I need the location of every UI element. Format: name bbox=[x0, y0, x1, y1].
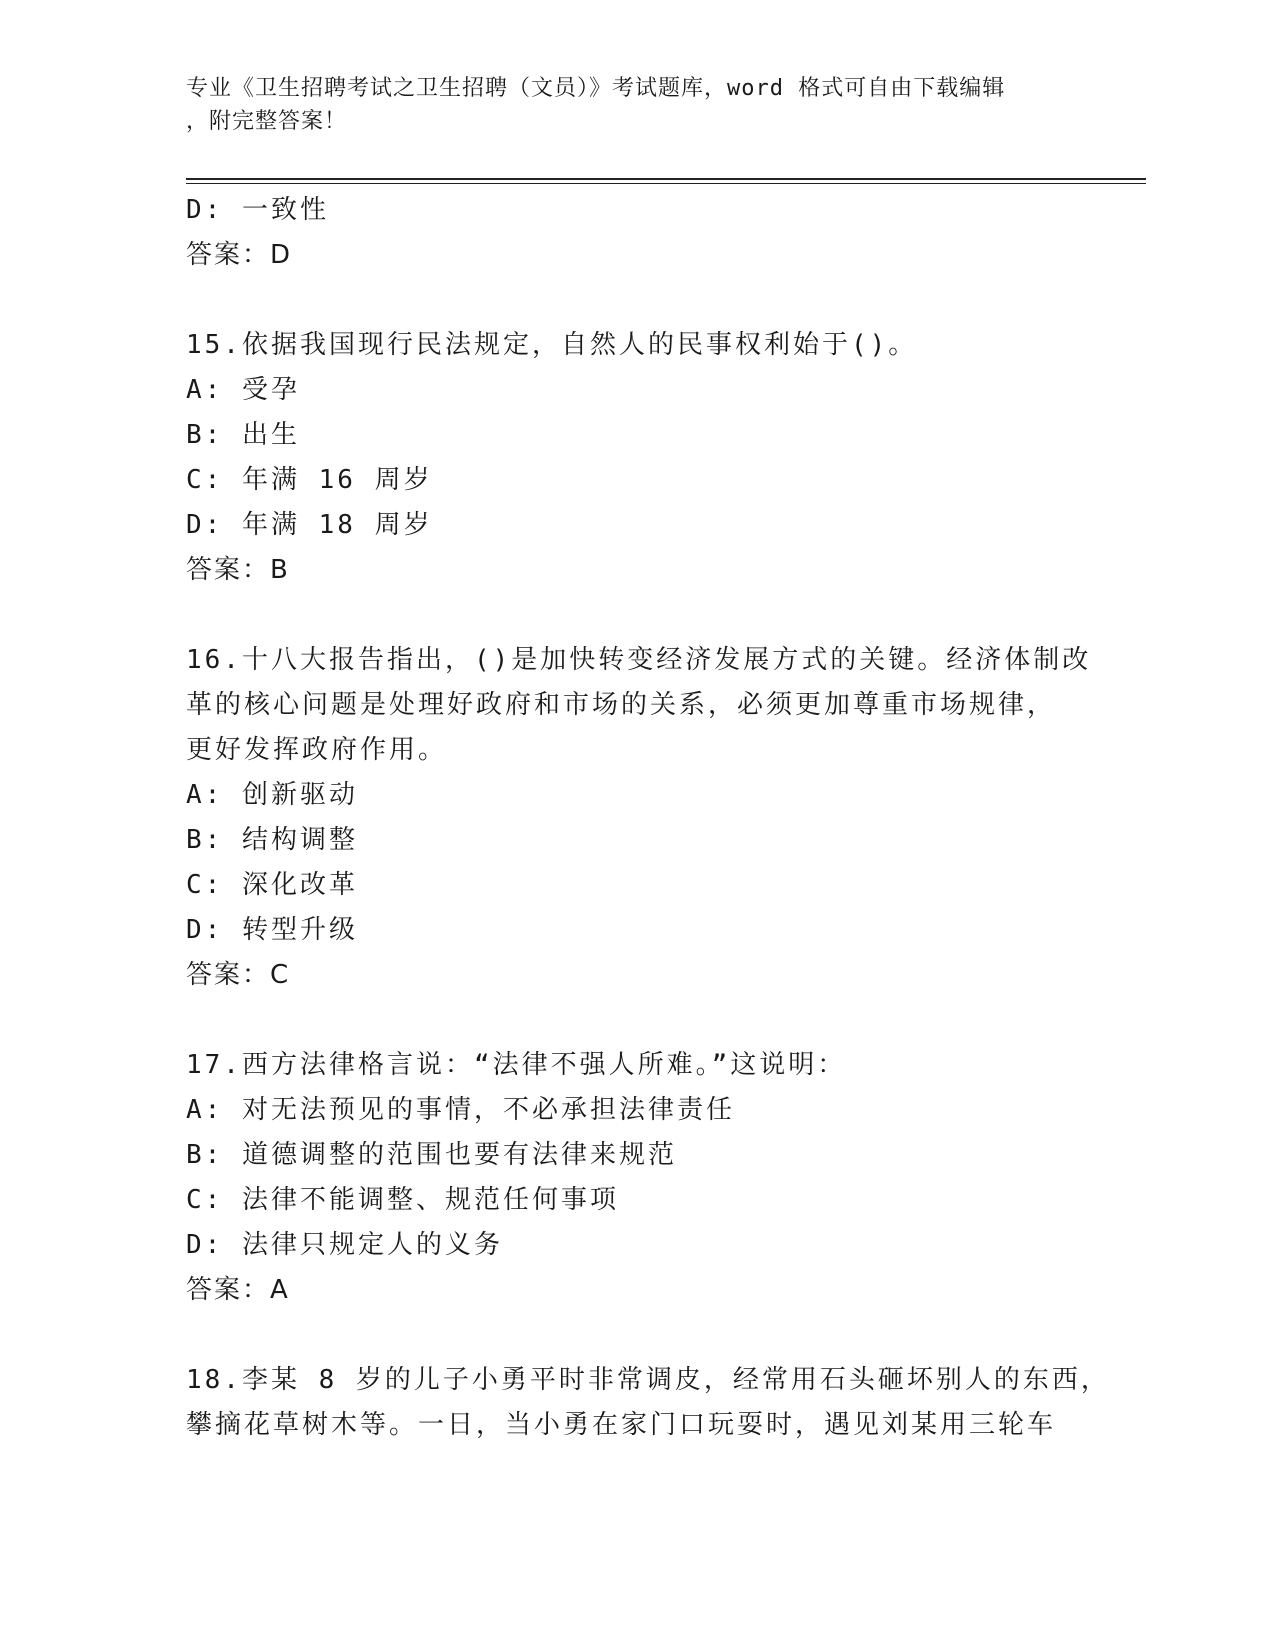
option-d: D: 法律只规定人的义务 bbox=[186, 1230, 503, 1260]
question-stem: 18.李某 8 岁的儿子小勇平时非常调皮，经常用石头砸坏别人的东西， bbox=[186, 1365, 1110, 1395]
page-header bbox=[186, 72, 1086, 138]
header-line-2: ，附完整答案！ bbox=[186, 109, 348, 134]
question-stem: 攀摘花草树木等。一日，当小勇在家门口玩耍时，遇见刘某用三轮车 bbox=[186, 1410, 1057, 1440]
answer-line: 答案：B bbox=[186, 555, 290, 585]
spacer bbox=[186, 998, 1086, 1043]
option-d: D: 一致性 bbox=[186, 195, 329, 225]
option-b: B: 出生 bbox=[186, 420, 300, 450]
spacer bbox=[186, 593, 1086, 638]
option-b: B: 结构调整 bbox=[186, 825, 358, 855]
answer-line: 答案：A bbox=[186, 1275, 290, 1305]
question-stem: 革的核心问题是处理好政府和市场的关系，必须更加尊重市场规律， bbox=[186, 690, 1057, 720]
question-stem: 17.西方法律格言说：“法律不强人所难。”这说明： bbox=[186, 1050, 847, 1080]
question-item bbox=[186, 1358, 1110, 1448]
option-b: B: 道德调整的范围也要有法律来规范 bbox=[186, 1140, 677, 1170]
option-d: D: 年满 18 周岁 bbox=[186, 510, 433, 540]
question-item bbox=[186, 323, 1086, 593]
header-divider-thin bbox=[186, 183, 1146, 184]
question-stem: 更好发挥政府作用。 bbox=[186, 735, 448, 765]
option-c: C: 深化改革 bbox=[186, 870, 358, 900]
answer-line: 答案：D bbox=[186, 240, 293, 270]
option-a: A: 对无法预见的事情，不必承担法律责任 bbox=[186, 1095, 735, 1125]
option-a: A: 受孕 bbox=[186, 375, 300, 405]
spacer bbox=[186, 278, 1086, 323]
question-item bbox=[186, 638, 1092, 998]
option-c: C: 法律不能调整、规范任何事项 bbox=[186, 1185, 619, 1215]
question-content bbox=[186, 188, 1110, 1448]
option-c: C: 年满 16 周岁 bbox=[186, 465, 433, 495]
spacer bbox=[186, 1313, 1086, 1358]
option-a: A: 创新驱动 bbox=[186, 780, 358, 810]
header-line-1: 专业《卫生招聘考试之卫生招聘（文员）》考试题库，word 格式可自由下载编辑 bbox=[186, 76, 1006, 101]
answer-line: 答案：C bbox=[186, 960, 291, 990]
header-divider bbox=[186, 178, 1146, 180]
question-stem: 16.十八大报告指出，()是加快转变经济发展方式的关键。经济体制改 bbox=[186, 645, 1092, 675]
option-d: D: 转型升级 bbox=[186, 915, 358, 945]
question-item bbox=[186, 1043, 1086, 1313]
question-stem: 15.依据我国现行民法规定，自然人的民事权利始于()。 bbox=[186, 330, 918, 360]
